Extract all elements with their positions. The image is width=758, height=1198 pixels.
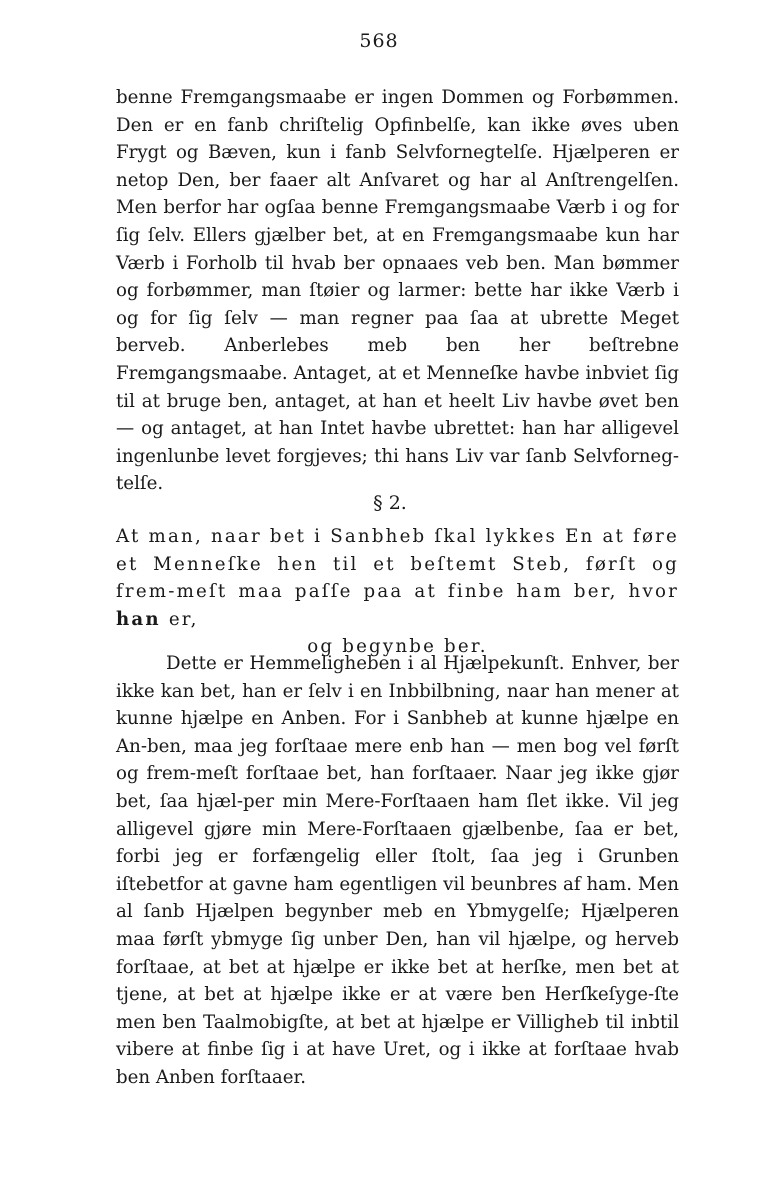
- thesis-emphasis: han: [116, 608, 161, 630]
- section-thesis: [116, 523, 679, 661]
- paragraph-1: benne Fremgangsmaabe er ingen Dommen og Forbømmen. Den er en fanb chriſtelig Opfinbelſe, kan ikke øves uben Frygt og Bæven, kun i fanb Selvfornegtelſe. Hjælperen er netop Den, ber faaer alt Anſvaret og har al Anſtrengelſen. Men berfor har ogſaa benne Fremgangsmaabe Værb i og for ſig ſelv. Ellers gjælber bet, at en Fremgangsmaabe kun har Værb i Forholb til hvab ber opnaaes veb ben. Man bømmer og forbømmer, man ſtøier og larmer: bette har ikke Værb i og for ſig ſelv — man regner paa ſaa at ubrette Meget berveb. Anberlebes meb ben her beſtrebne Fremgangsmaabe. Antaget, at et Menneſke havbe inbviet ſig til at bruge ben, antaget, at han et heelt Liv havbe øvet ben — og antaget, at han Intet havbe ubrettet: han har alligevel ingenlunbe levet forgjeves; thi hans Liv var ſanb Selvforneg-telſe.: [116, 87, 679, 495]
- section-heading: § 2.: [373, 492, 407, 514]
- paragraph-2: Dette er Hemmeligheben i al Hjælpekunſt. Enhver, ber ikke kan bet, han er ſelv i en Inbbilbning, naar han mener at kunne hjælpe en Anben. For i Sanbheb at kunne hjælpe en An-ben, maa jeg forſtaae mere enb han — men bog vel førſt og frem-meſt forſtaae bet, han forſtaaer. Naar jeg ikke gjør bet, ſaa hjæl-per min Mere-Forſtaaen ham ſlet ikke. Vil jeg alligevel gjøre min Mere-Forſtaaen gjælbenbe, ſaa er bet, forbi jeg er forfængelig eller ſtolt, ſaa jeg i Grunben iſtebetfor at gavne ham egentligen vil beunbres af ham. Men al ſanb Hjælpen begynber meb en Ybmygelſe; Hjælperen maa førſt ybmyge ſig unber Den, han vil hjælpe, og herveb forſtaae, at bet at hjælpe er ikke bet at herſke, men bet at tjene, at bet at hjælpe ikke er at være ben Herſkeſyge-ſte men ben Taalmobigſte, at bet at hjælpe er Villigheb til inbtil vibere at finbe ſig i at have Uret, og i ikke at forſtaae hvab ben Anben forſtaaer.: [116, 653, 679, 1088]
- page-number: 568: [359, 30, 399, 52]
- thesis-last-line: og begynbe ber.: [307, 636, 488, 658]
- thesis-text-before: At man, naar bet i Sanbheb ſkal lykkes En at føre et Menneſke hen til et beſtemt Steb, førſt og frem-meſt maa paſſe paa at finbe ham ber, hvor: [116, 526, 679, 603]
- thesis-text-after: er,: [168, 608, 199, 630]
